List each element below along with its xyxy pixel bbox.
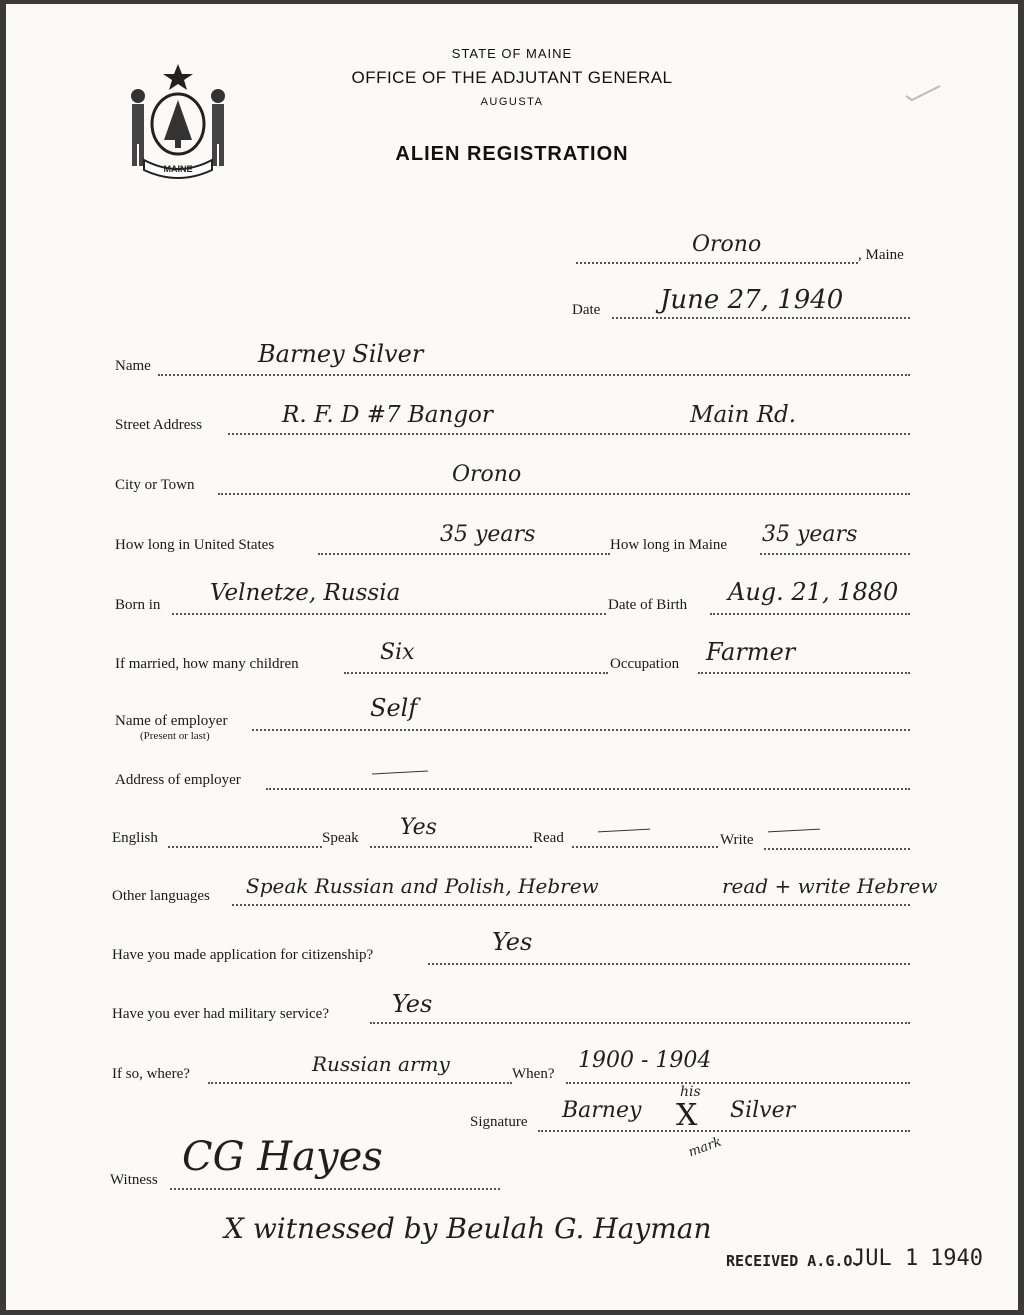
other-languages-label: Other languages bbox=[112, 888, 210, 904]
city-line bbox=[218, 493, 910, 495]
employer-sublabel: (Present or last) bbox=[140, 730, 210, 742]
military-label: Have you ever had military service? bbox=[112, 1006, 329, 1022]
when-label: When? bbox=[512, 1066, 555, 1082]
place-value[interactable]: Orono bbox=[692, 232, 762, 257]
date-value[interactable]: June 27, 1940 bbox=[660, 285, 844, 315]
received-stamp-year: 1940 bbox=[930, 1246, 983, 1271]
city-label: City or Town bbox=[115, 477, 195, 493]
witness-note: X witnessed by Beulah G. Hayman bbox=[224, 1212, 712, 1245]
date-line bbox=[612, 317, 910, 319]
employer-address-label: Address of employer bbox=[115, 772, 241, 788]
occupation-line bbox=[698, 672, 910, 674]
english-label: English bbox=[112, 830, 158, 846]
place-suffix: , Maine bbox=[858, 247, 904, 263]
how-long-us-label: How long in United States bbox=[115, 537, 275, 553]
signature-first-name[interactable]: Barney bbox=[562, 1098, 642, 1123]
city-value[interactable]: Orono bbox=[452, 462, 522, 487]
received-stamp-label: RECEIVED A.G.O. bbox=[726, 1252, 862, 1270]
speak-value[interactable]: Yes bbox=[400, 815, 437, 840]
office-heading: OFFICE OF THE ADJUTANT GENERAL bbox=[351, 68, 673, 87]
date-of-birth-line bbox=[710, 613, 910, 615]
other-languages-value[interactable]: Speak Russian and Polish, Hebrew bbox=[246, 874, 599, 898]
how-long-maine-label: How long in Maine bbox=[610, 537, 728, 553]
employer-value[interactable]: Self bbox=[370, 694, 418, 722]
signature-label: Signature bbox=[470, 1114, 528, 1130]
other-languages-line bbox=[232, 904, 910, 906]
signature-line bbox=[538, 1130, 910, 1132]
name-value[interactable]: Barney Silver bbox=[258, 340, 424, 368]
street-address-value-2[interactable]: Main Rd. bbox=[690, 402, 797, 428]
military-value[interactable]: Yes bbox=[392, 990, 433, 1018]
witness-label: Witness bbox=[110, 1172, 158, 1188]
speak-line bbox=[370, 846, 532, 848]
signature-mark: X bbox=[676, 1098, 698, 1133]
date-label: Date bbox=[572, 302, 601, 318]
employer-line bbox=[252, 729, 910, 731]
when-value[interactable]: 1900 - 1904 bbox=[578, 1048, 712, 1073]
city-heading: AUGUSTA bbox=[480, 96, 544, 108]
children-value[interactable]: Six bbox=[380, 640, 415, 665]
how-long-maine-line bbox=[760, 553, 910, 555]
svg-text:MAINE: MAINE bbox=[163, 164, 193, 174]
read-line bbox=[572, 846, 718, 848]
name-label: Name bbox=[115, 358, 151, 374]
witness-line bbox=[170, 1188, 500, 1190]
born-in-line bbox=[172, 613, 606, 615]
signature-last-name[interactable]: Silver bbox=[730, 1098, 796, 1123]
employer-address-line bbox=[266, 788, 910, 790]
children-label: If married, how many children bbox=[115, 656, 299, 672]
write-line bbox=[764, 848, 910, 850]
other-languages-value-2[interactable]: read + write Hebrew bbox=[722, 874, 938, 898]
date-of-birth-value[interactable]: Aug. 21, 1880 bbox=[728, 578, 899, 606]
received-stamp-date: JUL 1 bbox=[852, 1246, 919, 1271]
signature-mark-top: his bbox=[680, 1084, 701, 1100]
place-line bbox=[576, 262, 858, 264]
when-line bbox=[566, 1082, 910, 1084]
how-long-us-line bbox=[318, 553, 610, 555]
signature-mark-bottom: mark bbox=[686, 1134, 724, 1161]
how-long-us-value[interactable]: 35 years bbox=[440, 522, 536, 547]
occupation-value[interactable]: Farmer bbox=[706, 638, 796, 666]
born-in-label: Born in bbox=[115, 597, 161, 613]
form-title: ALIEN REGISTRATION bbox=[395, 143, 629, 165]
citizenship-line bbox=[428, 963, 910, 965]
children-line bbox=[344, 672, 608, 674]
witness-signature[interactable]: CG Hayes bbox=[182, 1134, 383, 1180]
read-label: Read bbox=[533, 830, 564, 846]
date-of-birth-label: Date of Birth bbox=[608, 597, 688, 613]
citizenship-value[interactable]: Yes bbox=[492, 928, 533, 956]
write-label: Write bbox=[720, 832, 754, 848]
occupation-label: Occupation bbox=[610, 656, 680, 672]
where-value[interactable]: Russian army bbox=[312, 1052, 450, 1076]
born-in-value[interactable]: Velnetze, Russia bbox=[210, 580, 401, 606]
street-address-value[interactable]: R. F. D #7 Bangor bbox=[282, 402, 493, 428]
state-heading: STATE OF MAINE bbox=[451, 46, 573, 61]
name-line bbox=[158, 374, 910, 376]
employer-label: Name of employer bbox=[115, 713, 228, 729]
where-label: If so, where? bbox=[112, 1066, 190, 1082]
street-address-label: Street Address bbox=[115, 417, 203, 433]
street-address-line bbox=[228, 433, 910, 435]
english-line bbox=[168, 846, 322, 848]
citizenship-label: Have you made application for citizenship? bbox=[112, 947, 374, 963]
speak-label: Speak bbox=[322, 830, 359, 846]
how-long-maine-value[interactable]: 35 years bbox=[762, 522, 858, 547]
military-line bbox=[370, 1022, 910, 1024]
where-line bbox=[208, 1082, 512, 1084]
